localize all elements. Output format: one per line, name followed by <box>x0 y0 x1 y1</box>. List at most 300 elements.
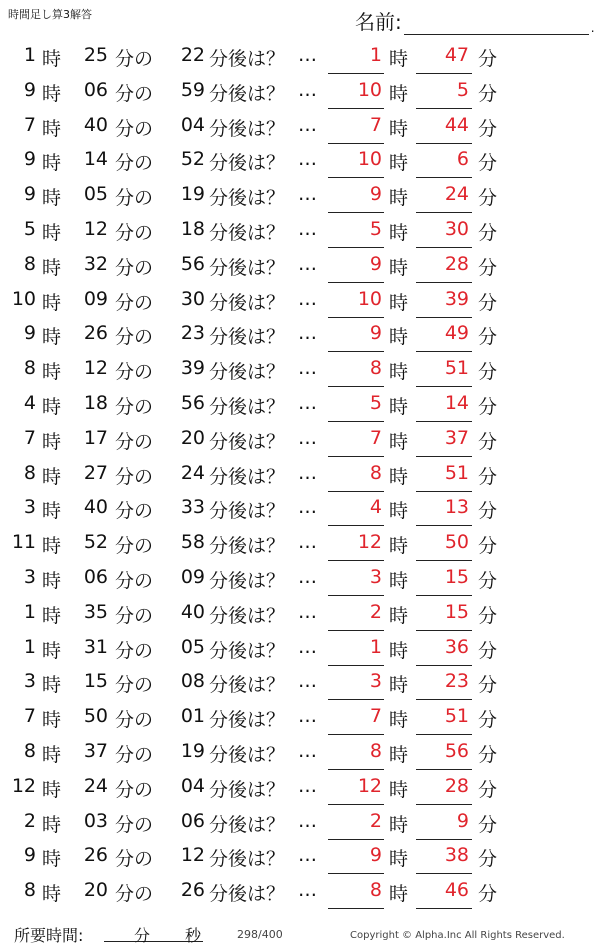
answer-minute-label: 分 <box>478 848 498 871</box>
answer-hour[interactable]: 5 <box>369 392 382 414</box>
problem-hour: 3 <box>23 566 36 588</box>
problem-hour: 7 <box>23 426 36 449</box>
answer-hour[interactable]: 8 <box>369 461 382 484</box>
problem-minute: 14 <box>83 148 108 171</box>
answer-hour[interactable]: 9 <box>369 844 382 867</box>
answer-minute-label: 分 <box>478 222 498 244</box>
problem-minute: 03 <box>83 809 108 832</box>
problem-hour: 3 <box>23 670 36 693</box>
ellipsis: … <box>298 392 317 414</box>
required-time-second-label: 秒 <box>185 926 202 945</box>
ellipsis: … <box>298 774 317 797</box>
added-minutes: 04 <box>180 774 205 797</box>
problem-minute: 09 <box>83 287 108 310</box>
answer-hour-label: 時 <box>389 430 409 453</box>
hour-label: 時 <box>42 396 62 418</box>
answer-hour[interactable]: 8 <box>369 879 382 902</box>
ellipsis: … <box>298 44 317 66</box>
answer-minute-label: 分 <box>478 48 498 70</box>
problem-minute: 18 <box>83 392 108 414</box>
minutes-after-label: 分後は？ <box>209 848 286 871</box>
ellipsis: … <box>298 357 317 380</box>
problem-minute: 25 <box>83 44 108 66</box>
minute-of-label: 分の <box>115 396 154 418</box>
added-minutes: 05 <box>180 635 205 658</box>
hour-label: 時 <box>42 291 62 314</box>
answer-minute[interactable]: 23 <box>444 670 469 693</box>
added-minutes: 04 <box>180 113 205 136</box>
ellipsis: … <box>298 740 317 762</box>
problem-row <box>0 770 600 805</box>
minute-of-label: 分の <box>115 778 154 801</box>
minutes-after-label: 分後は？ <box>209 535 286 558</box>
answer-hour[interactable]: 4 <box>369 496 382 519</box>
ellipsis: … <box>298 879 317 902</box>
answer-minute[interactable]: 13 <box>444 496 469 519</box>
problem-minute: 52 <box>83 531 108 554</box>
answer-minute[interactable]: 5 <box>456 78 469 101</box>
answer-hour[interactable]: 3 <box>369 670 382 693</box>
ellipsis: … <box>298 809 317 832</box>
answer-hour[interactable]: 12 <box>357 531 382 554</box>
answer-minute-label: 分 <box>478 152 498 175</box>
problem-row <box>0 457 600 492</box>
added-minutes: 33 <box>180 496 205 519</box>
hour-label: 時 <box>42 117 62 140</box>
minutes-after-label: 分後は？ <box>209 604 286 627</box>
answer-hour-label: 時 <box>389 535 409 558</box>
added-minutes: 23 <box>180 322 205 345</box>
answer-hour-label: 時 <box>389 222 409 244</box>
problem-hour: 4 <box>23 392 36 414</box>
minute-of-label: 分の <box>115 848 154 871</box>
minute-of-label: 分の <box>115 604 154 627</box>
minute-of-label: 分の <box>115 187 154 210</box>
added-minutes: 18 <box>180 218 205 240</box>
answer-hour[interactable]: 10 <box>357 287 382 310</box>
problem-minute: 32 <box>83 252 108 275</box>
problem-hour: 5 <box>23 218 36 240</box>
minutes-after-label: 分後は？ <box>209 48 286 70</box>
answer-hour-label: 時 <box>389 604 409 627</box>
answer-hour-label: 時 <box>389 361 409 384</box>
answer-minute[interactable]: 56 <box>444 740 469 762</box>
answer-minute-blank[interactable] <box>416 908 472 909</box>
problem-hour: 8 <box>23 252 36 275</box>
minute-of-label: 分の <box>115 709 154 732</box>
minutes-after-label: 分後は？ <box>209 82 286 105</box>
ellipsis: … <box>298 148 317 171</box>
hour-label: 時 <box>42 430 62 453</box>
problem-hour: 1 <box>23 635 36 658</box>
minute-of-label: 分の <box>115 883 154 906</box>
hour-label: 時 <box>42 744 62 766</box>
answer-hour[interactable]: 5 <box>369 218 382 240</box>
problem-hour: 7 <box>23 113 36 136</box>
problem-row <box>0 805 600 840</box>
answer-hour-label: 時 <box>389 778 409 801</box>
hour-label: 時 <box>42 778 62 801</box>
problem-row <box>0 422 600 457</box>
answer-minute[interactable]: 30 <box>444 218 469 240</box>
problem-row <box>0 874 600 909</box>
answer-minute[interactable]: 37 <box>444 426 469 449</box>
required-time-minute-label: 分 <box>134 926 151 945</box>
problem-hour: 7 <box>23 705 36 728</box>
problem-minute: 35 <box>83 600 108 623</box>
answer-hour-label: 時 <box>389 848 409 871</box>
problem-row <box>0 317 600 352</box>
added-minutes: 06 <box>180 809 205 832</box>
copyright: Copyright © Alpha.Inc All Rights Reserved. <box>350 930 565 941</box>
answer-hour[interactable]: 1 <box>369 635 382 658</box>
added-minutes: 52 <box>180 148 205 171</box>
minute-of-label: 分の <box>115 430 154 453</box>
ellipsis: … <box>298 287 317 310</box>
answer-minute-label: 分 <box>478 500 498 523</box>
answer-hour-label: 時 <box>389 639 409 662</box>
answer-hour[interactable]: 1 <box>369 44 382 66</box>
problem-minute: 06 <box>83 78 108 101</box>
answer-hour[interactable]: 2 <box>369 809 382 832</box>
answer-minute-label: 分 <box>478 82 498 105</box>
added-minutes: 22 <box>180 44 205 66</box>
minutes-after-label: 分後は？ <box>209 256 286 279</box>
minutes-after-label: 分後は？ <box>209 570 286 592</box>
minute-of-label: 分の <box>115 291 154 314</box>
problem-minute: 40 <box>83 496 108 519</box>
problem-row <box>0 526 600 561</box>
ellipsis: … <box>298 78 317 101</box>
hour-label: 時 <box>42 361 62 384</box>
answer-minute-label: 分 <box>478 465 498 488</box>
problem-row <box>0 352 600 387</box>
answer-minute-label: 分 <box>478 604 498 627</box>
ellipsis: … <box>298 183 317 206</box>
ellipsis: … <box>298 252 317 275</box>
answer-hour[interactable]: 9 <box>369 183 382 206</box>
hour-label: 時 <box>42 883 62 906</box>
problem-row <box>0 596 600 631</box>
answer-hour[interactable]: 7 <box>369 705 382 728</box>
problem-row <box>0 39 600 74</box>
problem-row <box>0 178 600 213</box>
added-minutes: 19 <box>180 740 205 762</box>
problem-hour: 3 <box>23 496 36 519</box>
ellipsis: … <box>298 670 317 693</box>
added-minutes: 09 <box>180 566 205 588</box>
minutes-after-label: 分後は？ <box>209 222 286 244</box>
minutes-after-label: 分後は？ <box>209 187 286 210</box>
ellipsis: … <box>298 426 317 449</box>
answer-minute-label: 分 <box>478 326 498 349</box>
minutes-after-label: 分後は？ <box>209 361 286 384</box>
minutes-after-label: 分後は？ <box>209 152 286 175</box>
problem-hour: 9 <box>23 148 36 171</box>
name-label: 名前: <box>355 10 402 34</box>
problem-minute: 24 <box>83 774 108 797</box>
problem-row <box>0 74 600 109</box>
answer-minute[interactable]: 28 <box>444 252 469 275</box>
answer-hour[interactable]: 8 <box>369 740 382 762</box>
answer-minute[interactable]: 46 <box>444 879 469 902</box>
answer-minute-label: 分 <box>478 117 498 140</box>
hour-label: 時 <box>42 187 62 210</box>
problem-row <box>0 248 600 283</box>
problem-row <box>0 735 600 770</box>
problem-minute: 31 <box>83 635 108 658</box>
answer-hour[interactable]: 10 <box>357 78 382 101</box>
problem-minute: 05 <box>83 183 108 206</box>
answer-hour-label: 時 <box>389 674 409 697</box>
minutes-after-label: 分後は？ <box>209 674 286 697</box>
added-minutes: 19 <box>180 183 205 206</box>
minute-of-label: 分の <box>115 117 154 140</box>
answer-minute[interactable]: 49 <box>444 322 469 345</box>
answer-minute-label: 分 <box>478 256 498 279</box>
minutes-after-label: 分後は？ <box>209 326 286 349</box>
hour-label: 時 <box>42 222 62 244</box>
added-minutes: 58 <box>180 531 205 554</box>
minute-of-label: 分の <box>115 674 154 697</box>
ellipsis: … <box>298 218 317 240</box>
answer-minute[interactable]: 6 <box>456 148 469 171</box>
problem-hour: 9 <box>23 78 36 101</box>
answer-minute[interactable]: 51 <box>444 461 469 484</box>
answer-minute-label: 分 <box>478 535 498 558</box>
answer-minute[interactable]: 24 <box>444 183 469 206</box>
name-field[interactable] <box>355 6 595 35</box>
answer-hour[interactable]: 12 <box>357 774 382 797</box>
problem-row <box>0 561 600 596</box>
added-minutes: 40 <box>180 600 205 623</box>
answer-hour-label: 時 <box>389 465 409 488</box>
problem-hour: 8 <box>23 461 36 484</box>
problem-minute: 12 <box>83 218 108 240</box>
minutes-after-label: 分後は？ <box>209 744 286 766</box>
problem-row <box>0 665 600 700</box>
minutes-after-label: 分後は？ <box>209 465 286 488</box>
problem-hour: 10 <box>11 287 36 310</box>
answer-minute[interactable]: 51 <box>444 705 469 728</box>
minutes-after-label: 分後は？ <box>209 709 286 732</box>
answer-hour[interactable]: 7 <box>369 113 382 136</box>
answer-hour-label: 時 <box>389 152 409 175</box>
problem-minute: 27 <box>83 461 108 484</box>
hour-label: 時 <box>42 570 62 592</box>
minute-of-label: 分の <box>115 535 154 558</box>
minutes-after-label: 分後は？ <box>209 117 286 140</box>
hour-label: 時 <box>42 848 62 871</box>
problem-minute: 40 <box>83 113 108 136</box>
hour-label: 時 <box>42 465 62 488</box>
added-minutes: 39 <box>180 357 205 380</box>
problem-hour: 1 <box>23 44 36 66</box>
ellipsis: … <box>298 113 317 136</box>
minute-of-label: 分の <box>115 48 154 70</box>
minute-of-label: 分の <box>115 361 154 384</box>
page-number: 298/400 <box>237 928 283 941</box>
hour-label: 時 <box>42 674 62 697</box>
hour-label: 時 <box>42 48 62 70</box>
answer-minute-label: 分 <box>478 883 498 906</box>
answer-hour-label: 時 <box>389 709 409 732</box>
answer-minute-label: 分 <box>478 674 498 697</box>
problem-row <box>0 283 600 318</box>
answer-hour-label: 時 <box>389 570 409 592</box>
answer-hour-label: 時 <box>389 48 409 70</box>
answer-hour[interactable]: 10 <box>357 148 382 171</box>
answer-hour[interactable]: 9 <box>369 252 382 275</box>
problem-row <box>0 700 600 735</box>
minute-of-label: 分の <box>115 82 154 105</box>
added-minutes: 30 <box>180 287 205 310</box>
minutes-after-label: 分後は？ <box>209 778 286 801</box>
answer-minute[interactable]: 15 <box>444 566 469 588</box>
problem-row <box>0 491 600 526</box>
problem-hour: 9 <box>23 844 36 867</box>
added-minutes: 56 <box>180 252 205 275</box>
answer-hour[interactable]: 2 <box>369 600 382 623</box>
required-time-label: 所要時間: <box>14 926 84 945</box>
added-minutes: 59 <box>180 78 205 101</box>
problem-hour: 12 <box>11 774 36 797</box>
hour-label: 時 <box>42 709 62 732</box>
answer-minute-label: 分 <box>478 187 498 210</box>
ellipsis: … <box>298 322 317 345</box>
problem-row <box>0 839 600 874</box>
answer-hour[interactable]: 3 <box>369 566 382 588</box>
ellipsis: … <box>298 461 317 484</box>
problem-minute: 37 <box>83 740 108 762</box>
added-minutes: 24 <box>180 461 205 484</box>
answer-hour-label: 時 <box>389 82 409 105</box>
ellipsis: … <box>298 705 317 728</box>
added-minutes: 01 <box>180 705 205 728</box>
answer-hour[interactable]: 8 <box>369 357 382 380</box>
answer-minute-label: 分 <box>478 430 498 453</box>
problem-hour: 9 <box>23 322 36 345</box>
answer-minute[interactable]: 28 <box>444 774 469 797</box>
worksheet-title: 時間足し算3解答 <box>8 8 92 21</box>
ellipsis: … <box>298 635 317 658</box>
answer-hour-label: 時 <box>389 396 409 418</box>
answer-minute[interactable]: 39 <box>444 287 469 310</box>
hour-label: 時 <box>42 326 62 349</box>
answer-minute[interactable]: 9 <box>456 809 469 832</box>
answer-minute[interactable]: 38 <box>444 844 469 867</box>
answer-minute[interactable]: 36 <box>444 635 469 658</box>
answer-hour-label: 時 <box>389 500 409 523</box>
minutes-after-label: 分後は？ <box>209 396 286 418</box>
minute-of-label: 分の <box>115 500 154 523</box>
minute-of-label: 分の <box>115 639 154 662</box>
answer-hour-label: 時 <box>389 326 409 349</box>
ellipsis: … <box>298 844 317 867</box>
answer-minute[interactable]: 14 <box>444 392 469 414</box>
minutes-after-label: 分後は？ <box>209 639 286 662</box>
problem-hour: 1 <box>23 600 36 623</box>
minute-of-label: 分の <box>115 152 154 175</box>
ellipsis: … <box>298 566 317 588</box>
answer-minute-label: 分 <box>478 570 498 592</box>
problem-minute: 15 <box>83 670 108 693</box>
hour-label: 時 <box>42 256 62 279</box>
answer-minute[interactable]: 15 <box>444 600 469 623</box>
hour-label: 時 <box>42 813 62 836</box>
hour-label: 時 <box>42 639 62 662</box>
minutes-after-label: 分後は？ <box>209 883 286 906</box>
answer-minute-label: 分 <box>478 744 498 766</box>
minutes-after-label: 分後は？ <box>209 813 286 836</box>
answer-minute-label: 分 <box>478 291 498 314</box>
problem-hour: 2 <box>23 809 36 832</box>
hour-label: 時 <box>42 152 62 175</box>
problem-minute: 20 <box>83 879 108 902</box>
answer-hour-label: 時 <box>389 117 409 140</box>
answer-hour-label: 時 <box>389 187 409 210</box>
answer-minute-label: 分 <box>478 361 498 384</box>
answer-hour-blank[interactable] <box>328 908 384 909</box>
problem-hour: 8 <box>23 879 36 902</box>
minute-of-label: 分の <box>115 222 154 244</box>
minutes-after-label: 分後は？ <box>209 291 286 314</box>
problem-minute: 06 <box>83 566 108 588</box>
answer-hour-label: 時 <box>389 256 409 279</box>
problem-minute: 26 <box>83 844 108 867</box>
name-line[interactable] <box>404 14 589 35</box>
added-minutes: 20 <box>180 426 205 449</box>
minute-of-label: 分の <box>115 570 154 592</box>
problem-row <box>0 631 600 666</box>
answer-minute[interactable]: 50 <box>444 531 469 554</box>
problem-row <box>0 213 600 248</box>
hour-label: 時 <box>42 82 62 105</box>
added-minutes: 26 <box>180 879 205 902</box>
answer-hour-label: 時 <box>389 291 409 314</box>
answer-hour[interactable]: 7 <box>369 426 382 449</box>
answer-hour[interactable]: 9 <box>369 322 382 345</box>
minute-of-label: 分の <box>115 256 154 279</box>
problem-minute: 17 <box>83 426 108 449</box>
problem-hour: 9 <box>23 183 36 206</box>
problem-row <box>0 109 600 144</box>
added-minutes: 56 <box>180 392 205 414</box>
added-minutes: 12 <box>180 844 205 867</box>
footer <box>0 922 600 949</box>
hour-label: 時 <box>42 604 62 627</box>
problem-minute: 26 <box>83 322 108 345</box>
minute-of-label: 分の <box>115 326 154 349</box>
ellipsis: … <box>298 600 317 623</box>
answer-minute[interactable]: 47 <box>444 44 469 66</box>
problem-hour: 8 <box>23 357 36 380</box>
added-minutes: 08 <box>180 670 205 693</box>
answer-minute-label: 分 <box>478 778 498 801</box>
answer-minute[interactable]: 51 <box>444 357 469 380</box>
answer-minute-label: 分 <box>478 709 498 732</box>
problem-row <box>0 143 600 178</box>
minute-of-label: 分の <box>115 813 154 836</box>
minutes-after-label: 分後は？ <box>209 430 286 453</box>
minutes-after-label: 分後は？ <box>209 500 286 523</box>
hour-label: 時 <box>42 500 62 523</box>
minute-of-label: 分の <box>115 465 154 488</box>
answer-minute[interactable]: 44 <box>444 113 469 136</box>
answer-hour-label: 時 <box>389 883 409 906</box>
answer-minute-label: 分 <box>478 396 498 418</box>
answer-minute-label: 分 <box>478 813 498 836</box>
